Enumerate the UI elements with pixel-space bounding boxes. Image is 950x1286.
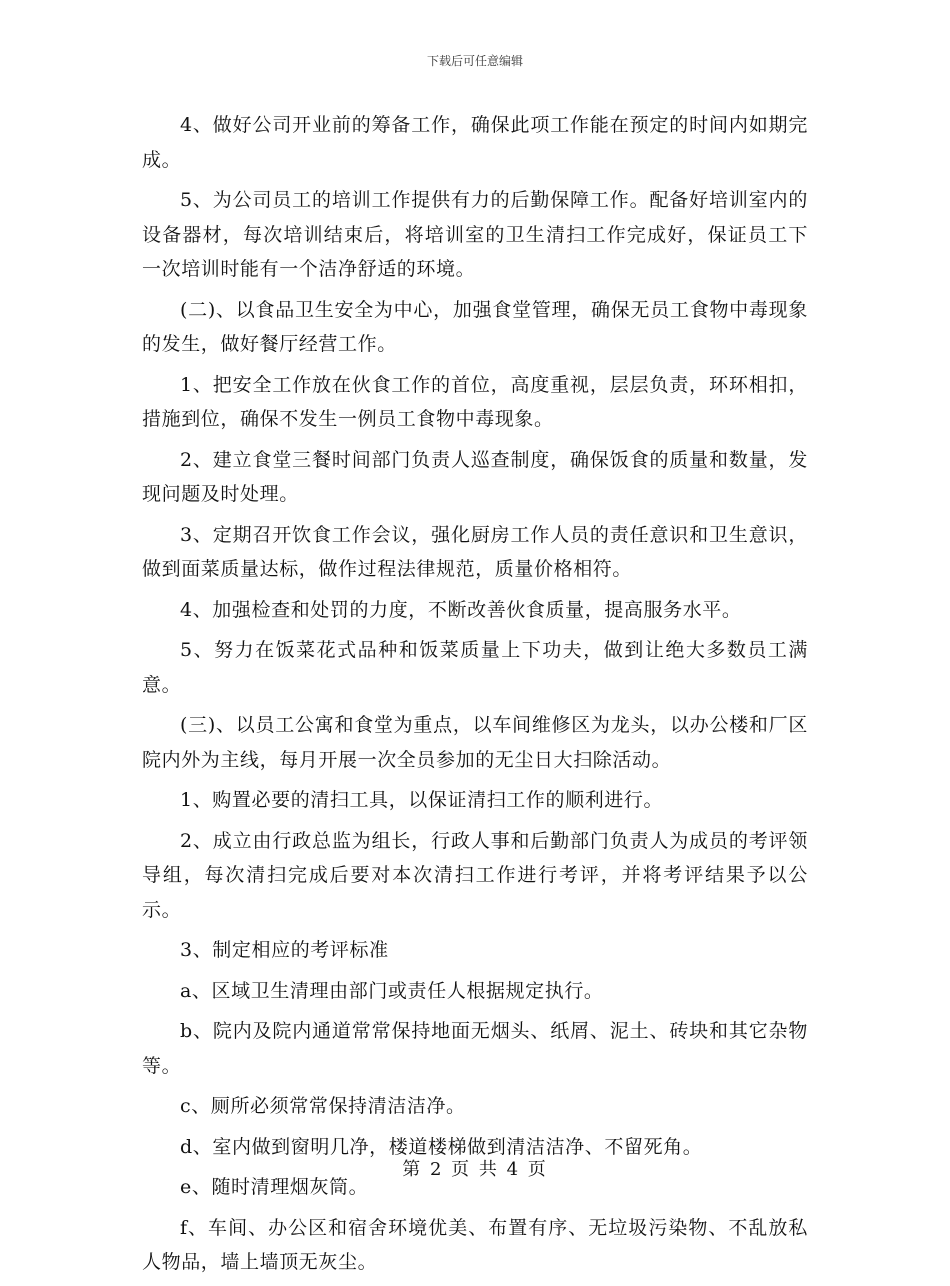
list-item: e、随时清理烟灰筒。 — [180, 1176, 369, 1198]
page-header: 下载后可任意编辑 — [426, 54, 523, 68]
section-heading: (三)、以员工公寓和食堂为重点，以车间维修区为龙头，以办公楼和厂区院内外为主线，每月开展一次全员参加的无尘日大扫除活动。 — [142, 714, 808, 771]
list-item: a、区域卫生清理由部门或责任人根据规定执行。 — [180, 979, 604, 1002]
page-footer: 第 2 页 共 4 页 — [402, 1159, 548, 1180]
paragraph: 2、成立由行政总监为组长，行政人事和后勤部门负责人为成员的考评领导组，每次清扫完成后要对本次清扫工作进行考评，并将考评结果予以公示。 — [142, 829, 808, 921]
paragraph: 5、努力在饭菜花式品种和饭菜质量上下功夫，做到让绝大多数员工满意。 — [142, 639, 808, 696]
document-body — [142, 108, 808, 1286]
paragraph: 3、制定相应的考评标准 — [180, 939, 389, 961]
list-item: b、院内及院内通道常常保持地面无烟头、纸屑、泥土、砖块和其它杂物等。 — [142, 1020, 808, 1077]
paragraph: 5、为公司员工的培训工作提供有力的后勤保障工作。配备好培训室内的设备器材，每次培训结束后，将培训室的卫生清扫工作完成好，保证员工下一次培训时能有一个洁净舒适的环境。 — [142, 189, 808, 280]
paragraph: 4、加强检查和处罚的力度，不断改善伙食质量，提高服务水平。 — [180, 598, 742, 621]
paragraph: 1、把安全工作放在伙食工作的首位，高度重视，层层负责，环环相扣，措施到位，确保不发生一例员工食物中毒现象。 — [142, 373, 808, 430]
list-item: c、厕所必须常常保持清洁洁净。 — [180, 1095, 466, 1117]
list-item: d、室内做到窗明几净，楼道楼梯做到清洁洁净、不留死角。 — [180, 1135, 703, 1158]
paragraph: 2、建立食堂三餐时间部门负责人巡查制度，确保饭食的质量和数量，发现问题及时处理。 — [142, 448, 808, 505]
paragraph: 1、购置必要的清扫工具，以保证清扫工作的顺利进行。 — [180, 789, 664, 811]
section-heading: (二)、以食品卫生安全为中心，加强食堂管理，确保无员工食物中毒现象的发生，做好餐厅经营工作。 — [142, 298, 808, 355]
paragraph: 3、定期召开饮食工作会议，强化厨房工作人员的责任意识和卫生意识，做到面菜质量达标，做作过程法律规范，质量价格相符。 — [142, 523, 808, 580]
paragraph: 4、做好公司开业前的筹备工作，确保此项工作能在预定的时间内如期完成。 — [142, 114, 808, 171]
list-item: f、车间、办公区和宿舍环境优美、布置有序、无垃圾污染物、不乱放私人物品，墙上墙顶无灰尘。 — [142, 1216, 808, 1273]
